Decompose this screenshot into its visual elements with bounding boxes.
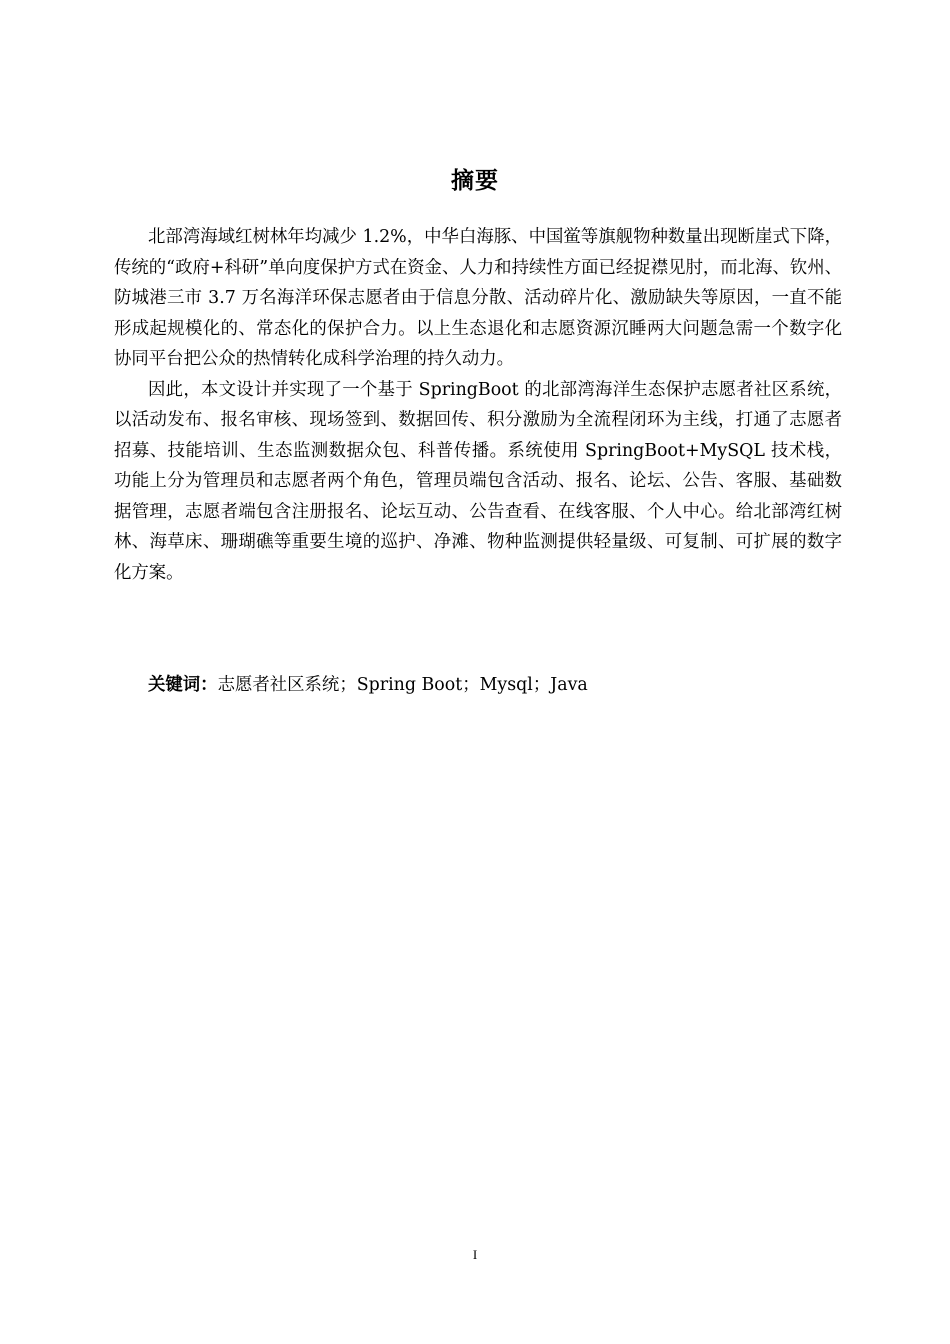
keywords-label: 关键词：: [148, 675, 218, 695]
abstract-paragraph-1: 北部湾海域红树林年均减少 1.2%，中华白海豚、中国鲎等旗舰物种数量出现断崖式下降，传统的“政府+科研”单向度保护方式在资金、人力和持续性方面已经捉襟见肘，而北海、钦州、防城港三市 3.7 万名海洋环保志愿者由于信息分散、活动碎片化、激励缺失等原因，一直不能形成起规模化的、常态化的保护合力。以上生态退化和志愿资源沉睡两大问题急需一个数字化协同平台把公众的热情转化成科学治理的持久动力。: [114, 227, 842, 369]
keywords-text: 志愿者社区系统；Spring Boot；Mysql；Java: [217, 675, 588, 695]
abstract-body: [114, 222, 842, 588]
page-number: I: [472, 1247, 478, 1262]
abstract-paragraph-2: 因此，本文设计并实现了一个基于 SpringBoot 的北部湾海洋生态保护志愿者社区系统，以活动发布、报名审核、现场签到、数据回传、积分激励为全流程闭环为主线，打通了志愿者招募、技能培训、生态监测数据众包、科普传播。系统使用 SpringBoot+MySQL 技术栈，功能上分为管理员和志愿者两个角色，管理员端包含活动、报名、论坛、公告、客服、基础数据管理，志愿者端包含注册报名、论坛互动、公告查看、在线客服、个人中心。给北部湾红树林、海草床、珊瑚礁等重要生境的巡护、净滩、物种监测提供轻量级、可复制、可扩展的数字化方案。: [114, 379, 842, 583]
keywords-line: [148, 670, 848, 700]
page-title: 摘要: [451, 168, 499, 194]
